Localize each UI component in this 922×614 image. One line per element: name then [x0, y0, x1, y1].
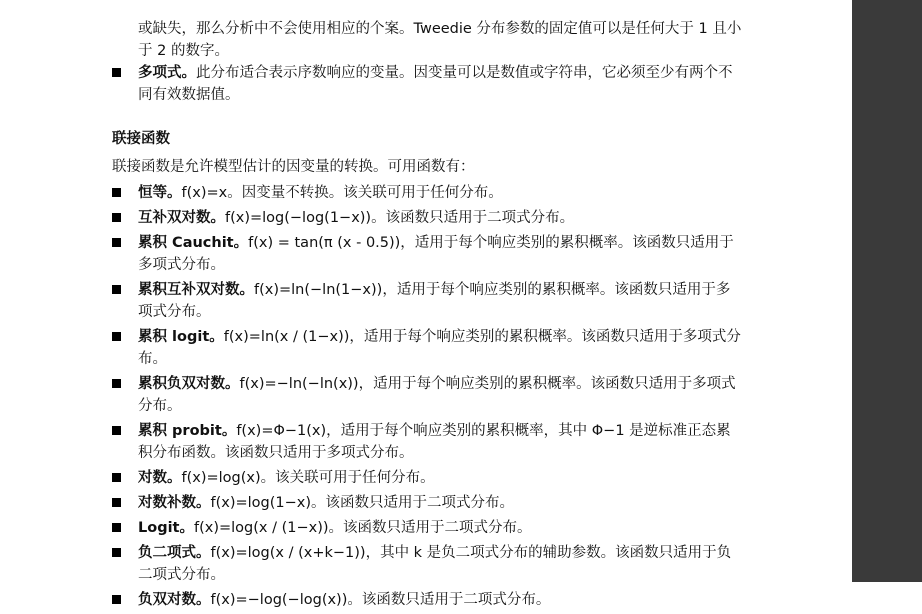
- bullet-square: [112, 523, 121, 532]
- document-content: [112, 18, 742, 614]
- item-term: 累积 Cauchit。: [138, 235, 249, 251]
- item-text: f(x)=−ln(−ln(x))，适用于每个响应类别的累积概率。该函数只适用于多项式分布。: [138, 376, 736, 414]
- list-item: [112, 589, 742, 611]
- viewer-side-panel: [852, 0, 922, 582]
- item-text: f(x)=log(x)。该关联可用于任何分布。: [181, 470, 435, 486]
- list-item: [112, 232, 742, 276]
- bullet-square: [112, 285, 121, 294]
- item-term: 互补双对数。: [138, 210, 225, 226]
- item-text: f(x)=log(1−x)。该函数只适用于二项式分布。: [210, 495, 515, 511]
- bullet-square: [112, 473, 121, 482]
- item-text: f(x)=Φ−1(x)，适用于每个响应类别的累积概率，其中 Φ−1 是逆标准正态累积分布函数。该函数只适用于多项式分布。: [138, 423, 731, 461]
- list-item: [112, 279, 742, 323]
- bullet-square: [112, 332, 121, 341]
- bullet-square: [112, 426, 121, 435]
- item-term: Logit。: [138, 520, 194, 536]
- bullet-square: [112, 595, 121, 604]
- item-text: f(x) = tan(π (x - 0.5))，适用于每个响应类别的累积概率。该函数只适用于多项式分布。: [138, 235, 734, 273]
- bullet-square: [112, 548, 121, 557]
- list-item: [112, 207, 742, 229]
- bullet-square: [112, 213, 121, 222]
- list-item: [112, 62, 742, 106]
- continuation-paragraph: 或缺失，那么分析中不会使用相应的个案。Tweedie 分布参数的固定值可以是任何大于 1 且小于 2 的数字。: [138, 21, 742, 59]
- list-item: [112, 517, 742, 539]
- item-term: 对数补数。: [138, 495, 211, 511]
- list-item: [112, 467, 742, 489]
- item-text: f(x)=log(x / (1−x))。该函数只适用于二项式分布。: [193, 520, 532, 536]
- item-text: f(x)=log(x / (x+k−1))，其中 k 是负二项式分布的辅助参数。该函数只适用于负二项式分布。: [138, 545, 732, 583]
- link-function-list: [112, 182, 742, 611]
- section-intro: 联接函数是允许模型估计的因变量的转换。可用函数有：: [112, 159, 475, 175]
- item-text: f(x)=x。因变量不转换。该关联可用于任何分布。: [181, 185, 503, 201]
- item-text: f(x)=ln(−ln(1−x))，适用于每个响应类别的累积概率。该函数只适用于多项式分布。: [138, 282, 731, 320]
- list-item: [112, 326, 742, 370]
- item-term: 多项式。: [138, 65, 196, 81]
- item-term: 恒等。: [138, 185, 182, 201]
- distribution-list: [112, 62, 742, 106]
- bullet-square: [112, 379, 121, 388]
- list-item: [112, 182, 742, 204]
- section-title: 联接函数: [112, 131, 170, 147]
- item-term: 累积 probit。: [138, 423, 237, 439]
- list-item: [112, 492, 742, 514]
- item-text: f(x)=−log(−log(x))。该函数只适用于二项式分布。: [210, 592, 551, 608]
- bullet-square: [112, 68, 121, 77]
- item-term: 累积 logit。: [138, 329, 224, 345]
- list-item: [112, 420, 742, 464]
- item-text: 此分布适合表示序数响应的变量。因变量可以是数值或字符串，它必须至少有两个不同有效数据值。: [138, 65, 733, 103]
- item-term: 负双对数。: [138, 592, 211, 608]
- item-term: 累积互补双对数。: [138, 282, 254, 298]
- item-term: 对数。: [138, 470, 182, 486]
- item-term: 负二项式。: [138, 545, 211, 561]
- bullet-square: [112, 498, 121, 507]
- list-item: [112, 542, 742, 586]
- item-text: f(x)=log(−log(1−x))。该函数只适用于二项式分布。: [225, 210, 575, 226]
- bullet-square: [112, 188, 121, 197]
- item-text: f(x)=ln(x / (1−x))，适用于每个响应类别的累积概率。该函数只适用于多项式分布。: [138, 329, 741, 367]
- item-term: 累积负双对数。: [138, 376, 240, 392]
- bullet-square: [112, 238, 121, 247]
- list-item: [112, 373, 742, 417]
